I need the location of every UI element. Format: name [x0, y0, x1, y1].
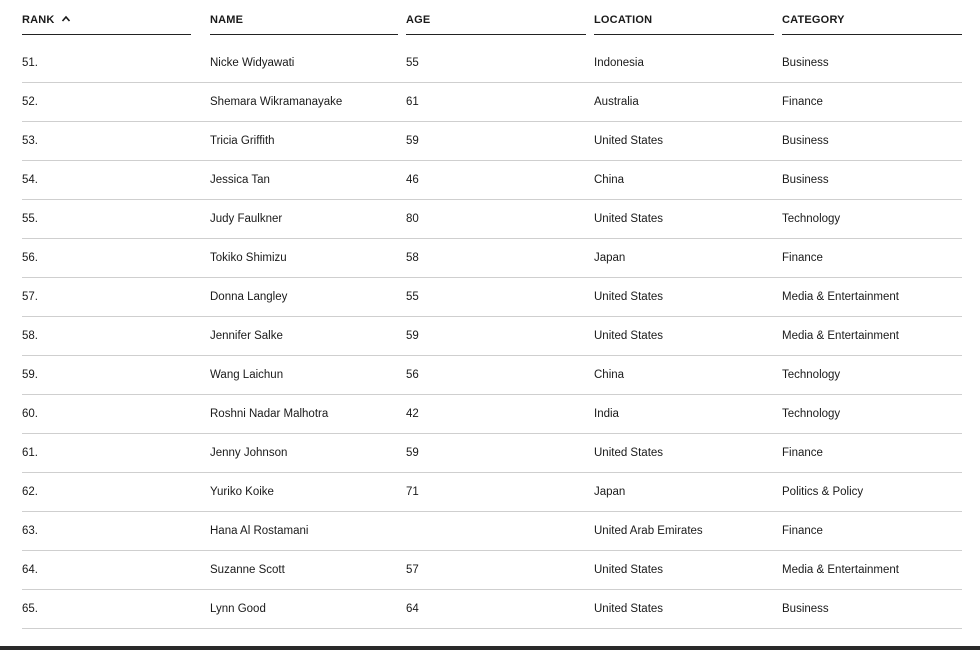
cell-rank: 65. [22, 603, 38, 615]
cell-name: Nicke Widyawati [210, 57, 295, 69]
cell-name: Donna Langley [210, 291, 288, 303]
cell-rank: 55. [22, 213, 38, 225]
cell-category: Media & Entertainment [782, 564, 899, 576]
cell-name: Jessica Tan [210, 174, 270, 186]
cell-location: United States [594, 603, 664, 615]
table-row [0, 473, 980, 512]
cell-rank: 53. [22, 135, 38, 147]
table-header [0, 0, 980, 36]
cell-rank: 51. [22, 57, 38, 69]
cell-age: 42 [406, 408, 419, 420]
table-row [0, 395, 980, 434]
cell-name: Wang Laichun [210, 369, 284, 381]
cell-location: Indonesia [594, 57, 644, 69]
column-header-rank-label: RANK [22, 14, 55, 26]
column-header-age-label: AGE [406, 14, 431, 26]
cell-age: 57 [406, 564, 419, 576]
cell-age: 55 [406, 57, 419, 69]
cell-name: Tricia Griffith [210, 135, 275, 147]
cell-age: 71 [406, 486, 419, 498]
cell-category: Finance [782, 447, 823, 459]
cell-rank: 62. [22, 486, 38, 498]
cell-location: India [594, 408, 619, 420]
cell-category: Business [782, 603, 829, 615]
table-row [0, 239, 980, 278]
cell-category: Business [782, 135, 829, 147]
cell-rank: 52. [22, 96, 38, 108]
cell-name: Judy Faulkner [210, 213, 283, 225]
column-header-location-label: LOCATION [594, 14, 653, 26]
cell-name: Roshni Nadar Malhotra [210, 408, 329, 420]
table-row [0, 122, 980, 161]
cell-location: United States [594, 291, 664, 303]
cell-location: Japan [594, 486, 626, 498]
cell-name: Hana Al Rostamani [210, 525, 309, 537]
table-row [0, 434, 980, 473]
cell-rank: 64. [22, 564, 38, 576]
cell-rank: 56. [22, 252, 38, 264]
column-header-rank[interactable] [22, 0, 191, 35]
cell-name: Jenny Johnson [210, 447, 288, 459]
cell-category: Finance [782, 96, 823, 108]
column-header-location[interactable] [594, 0, 774, 35]
column-header-name-label: NAME [210, 14, 244, 26]
cell-name: Suzanne Scott [210, 564, 285, 576]
table-body [0, 44, 980, 629]
cell-category: Finance [782, 252, 823, 264]
cell-rank: 60. [22, 408, 38, 420]
cell-age: 46 [406, 174, 419, 186]
table-row [0, 83, 980, 122]
cell-rank: 59. [22, 369, 38, 381]
cell-location: Australia [594, 96, 639, 108]
cell-rank: 57. [22, 291, 38, 303]
cell-age: 64 [406, 603, 419, 615]
table-row [0, 590, 980, 629]
cell-age [406, 512, 586, 550]
bottom-border [0, 646, 980, 650]
cell-age: 61 [406, 96, 419, 108]
cell-location: Japan [594, 252, 626, 264]
column-header-name[interactable] [210, 0, 398, 35]
cell-location: United States [594, 447, 664, 459]
cell-age: 58 [406, 252, 419, 264]
table-row [0, 356, 980, 395]
cell-location: United States [594, 330, 664, 342]
column-header-category[interactable] [782, 0, 962, 35]
cell-rank: 61. [22, 447, 38, 459]
cell-name: Tokiko Shimizu [210, 252, 287, 264]
cell-category: Politics & Policy [782, 486, 864, 498]
cell-age: 80 [406, 213, 419, 225]
cell-category: Technology [782, 213, 841, 225]
cell-category: Media & Entertainment [782, 291, 899, 303]
cell-name: Lynn Good [210, 603, 266, 615]
cell-location: United Arab Emirates [594, 525, 703, 537]
column-header-category-label: CATEGORY [782, 14, 845, 26]
cell-location: United States [594, 213, 664, 225]
cell-rank: 58. [22, 330, 38, 342]
cell-name: Yuriko Koike [210, 486, 274, 498]
cell-age: 59 [406, 447, 419, 459]
table-row [0, 161, 980, 200]
cell-location: United States [594, 135, 664, 147]
cell-age: 56 [406, 369, 419, 381]
cell-age: 59 [406, 135, 419, 147]
cell-location: China [594, 174, 625, 186]
cell-category: Media & Entertainment [782, 330, 899, 342]
table-row [0, 317, 980, 356]
cell-location: China [594, 369, 625, 381]
cell-age: 59 [406, 330, 419, 342]
cell-rank: 63. [22, 525, 38, 537]
table-row [0, 44, 980, 83]
column-header-age[interactable] [406, 0, 586, 35]
cell-rank: 54. [22, 174, 38, 186]
chevron-up-icon[interactable] [61, 14, 71, 24]
cell-category: Technology [782, 408, 841, 420]
table-row [0, 200, 980, 239]
cell-name: Shemara Wikramanayake [210, 96, 343, 108]
cell-category: Business [782, 57, 829, 69]
table-row [0, 551, 980, 590]
cell-location: United States [594, 564, 664, 576]
table-row [0, 512, 980, 551]
cell-age: 55 [406, 291, 419, 303]
cell-category: Finance [782, 525, 823, 537]
cell-category: Technology [782, 369, 841, 381]
table-row [0, 278, 980, 317]
cell-name: Jennifer Salke [210, 330, 283, 342]
cell-category: Business [782, 174, 829, 186]
